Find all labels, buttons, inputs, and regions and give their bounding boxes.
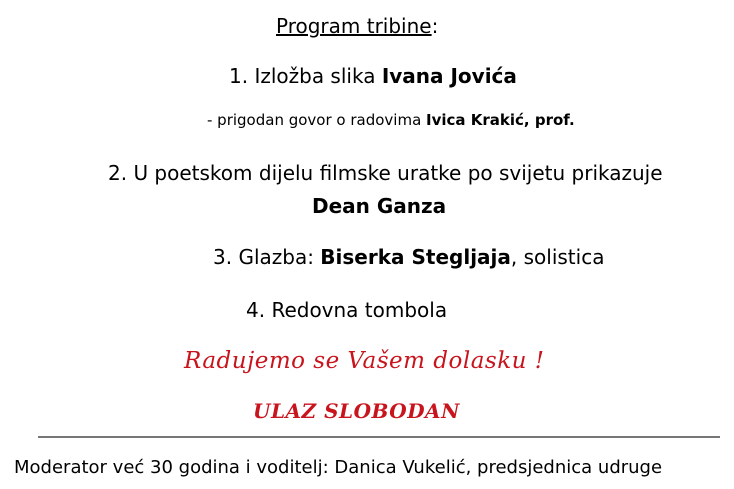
program-title-text: Program tribine xyxy=(276,14,432,38)
program-item-1-subtitle xyxy=(207,113,575,128)
program-item-3-text: 3. Glazba: xyxy=(213,245,321,269)
program-item-2-presenter: Dean Ganza xyxy=(312,194,447,218)
program-item-3 xyxy=(213,247,604,267)
program-item-4: 4. Redovna tombola xyxy=(246,298,448,322)
welcome-message: Radujemo se Vašem dolasku ! xyxy=(184,348,545,374)
free-entry-notice: ULAZ SLOBODAN xyxy=(253,399,460,423)
program-item-1-speaker: Ivica Krakić, prof. xyxy=(426,111,575,129)
program-item-1-subtitle-text: - prigodan govor o radovima xyxy=(207,111,427,129)
program-item-1-text: 1. Izložba slika xyxy=(229,64,382,88)
program-item-3-singer: Biserka Stegljaja xyxy=(320,245,511,269)
program-item-1-artist: Ivana Jovića xyxy=(381,64,517,88)
program-item-1 xyxy=(229,66,517,86)
program-title xyxy=(276,16,438,36)
divider xyxy=(38,436,720,438)
program-item-2: 2. U poetskom dijelu filmske uratke po svijetu prikazuje xyxy=(108,161,663,185)
program-item-3-role: , solistica xyxy=(510,245,605,269)
moderator-note: Moderator već 30 godina i voditelj: Danica Vukelić, predsjednica udruge xyxy=(14,457,663,478)
program-title-colon: : xyxy=(431,14,439,38)
